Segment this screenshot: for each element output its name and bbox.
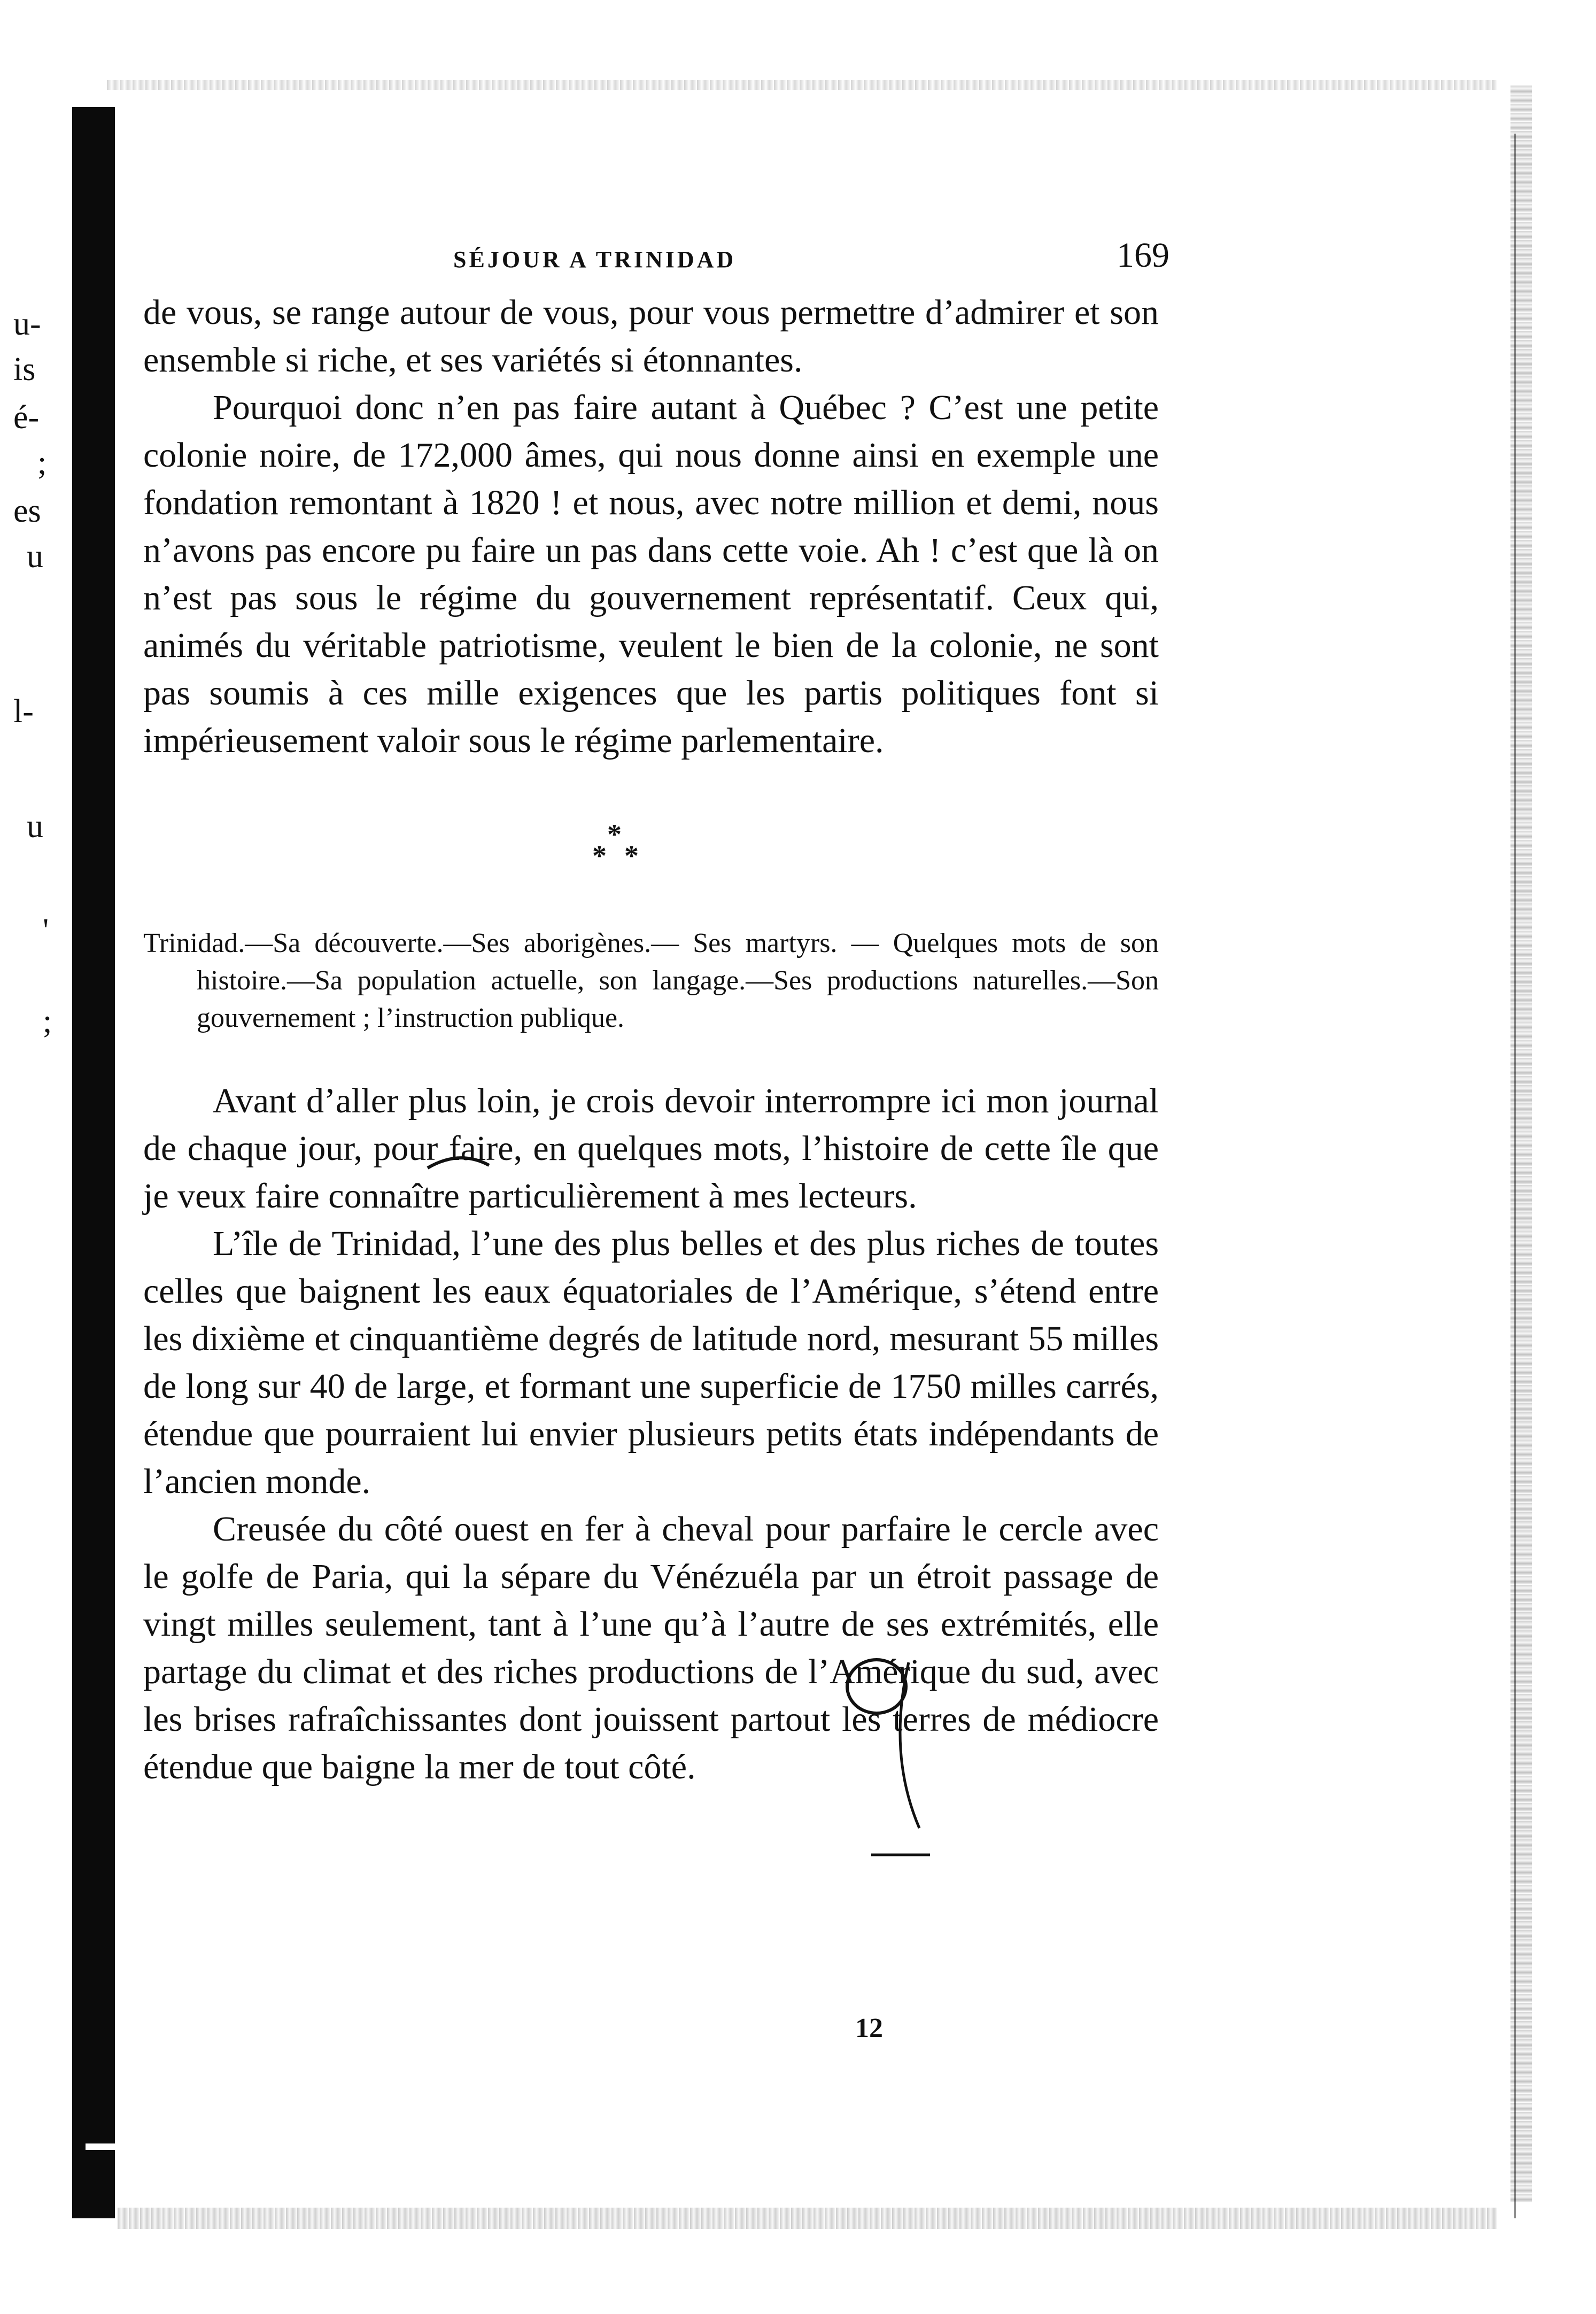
paragraph-creusee: Creusée du côté ouest en fer à cheval pour parfaire le cercle avec le golfe de Paria, qui la sépare du Vénézuéla par un étroit passage de vingt milles seulement, tant à l’une qu’à l’autre de ses extrémités, elle partage du climat et des riches productions de l’Amérique du sud, avec les brises rafraîchissantes dont jouissent partout les terres de médiocre étendue que baigne la mer de tout côté. xyxy=(143,1510,1159,1786)
facing-fragment: u xyxy=(27,538,43,575)
running-head xyxy=(143,230,1169,289)
facing-fragment: é- xyxy=(13,399,40,436)
facing-fragment: es xyxy=(13,493,41,529)
page-text-column xyxy=(143,230,1169,1791)
facing-fragment: ; xyxy=(43,1003,52,1040)
facing-fragment: ; xyxy=(37,445,47,481)
signature-mark: 12 xyxy=(855,2013,883,2044)
page-number: 169 xyxy=(1117,236,1169,275)
facing-fragment: l- xyxy=(13,693,34,730)
facing-page-fragments xyxy=(3,0,67,2314)
facing-fragment: ' xyxy=(43,912,49,949)
asterism-star: * xyxy=(607,818,622,850)
paragraph-quebec: Pourquoi donc n’en pas faire autant à Québec ? C’est une petite colonie noire, de 172,000 âmes, qui nous donne ainsi en exemple une fondation remontant à 1820 ! et nous, avec notre million et demi, nous n’avons pas encore pu faire un pas dans cette voie. Ah ! c’est que là on n’est pas sous le régime du gouvernement représentatif. Ceux qui, animés du véritable patriotisme, veulent le bien de la colonie, ne sont pas soumis à ces mille exigences que les partis politiques font si impérieusement valoir sous le régime parlementaire. xyxy=(143,388,1159,760)
asterism-star: * xyxy=(624,840,639,872)
page-top-edge xyxy=(107,80,1497,90)
binding-gap xyxy=(86,2143,115,2150)
paragraph-ile: L’île de Trinidad, l’une des plus belles et des plus riches de toutes celles que baignent les eaux équatoriales de l’Amérique, s’étend entre les dixième et cinquantième degrés de latitude nord, mesurant 55 milles de long sur 40 de large, et formant une superficie de 1750 milles carrés, étendue que pourraient lui envier plusieurs petits états indépendants de l’ancien monde. xyxy=(143,1224,1159,1501)
paragraph-avant: Avant d’aller plus loin, je crois devoir interrompre ici mon journal de chaque jour, pour faire, en quelques mots, l’histoire de cette île que je veux faire connaître particulièrement à mes lecteurs. xyxy=(143,1081,1159,1216)
paragraph-continuation: de vous, se range autour de vous, pour vous permettre d’admirer et son ensemble si riche, et ses variétés si étonnantes. xyxy=(143,293,1159,380)
facing-fragment: u- xyxy=(13,306,41,342)
binding-shadow xyxy=(72,107,115,2218)
facing-fragment: is xyxy=(13,351,36,388)
running-title: SÉJOUR A TRINIDAD xyxy=(453,246,737,273)
page-bottom-edge xyxy=(118,2208,1497,2229)
chapter-summary: Trinidad.—Sa découverte.—Ses aborigènes.— Ses martyrs. — Quelques mots de son histoire.—Sa population actuelle, son langage.—Ses productions naturelles.—Son gouvernement ; l’instruction publique. xyxy=(143,928,1159,1033)
facing-fragment: u xyxy=(27,808,43,845)
asterism xyxy=(143,818,1159,872)
asterism-star: * xyxy=(592,840,607,872)
page-right-edge xyxy=(1510,86,1532,2202)
page-right-edge-line xyxy=(1514,134,1516,2218)
